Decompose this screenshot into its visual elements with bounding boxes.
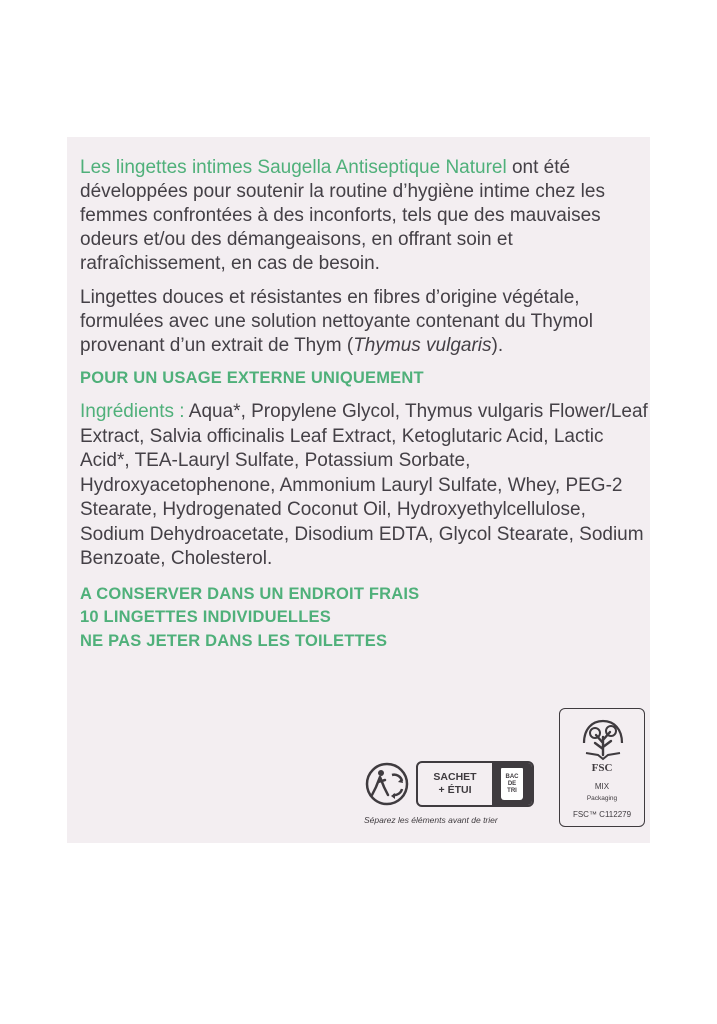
latin-name: Thymus vulgaris [353, 335, 492, 356]
description-text: Lingettes douces et résistantes en fibres d’origine végétale, formulées avec une solution nettoyante contenant du Thymol provenant d’un extrait de Thym ( [80, 287, 593, 356]
fsc-name: FSC [591, 762, 613, 774]
quantity-line: 10 LINGETTES INDIVIDUELLES [80, 608, 331, 626]
bin-text-2: DE [507, 780, 517, 787]
ingredients-list: Aqua*, Propylene Glycol, Thymus vulgaris Flower/Leaf Extract, Salvia officinalis Leaf Extract, Ketoglutaric Acid, Lactic Acid*, TEA-Lauryl Sulfate, Potassium Sorbate, Hydroxyacetophenone, Ammonium Lauryl Sulfate, Whey, PEG-2 Stearate, Hydrogenated Coconut Oil, Hydroxyethylcellulose, Sodium Dehydroacetate, Disodium EDTA, Glycol Stearate, Sodium Benzoate, Cholesterol. [80, 401, 648, 569]
description-paragraph [80, 286, 650, 358]
recycling-info [364, 757, 542, 825]
text-content [80, 156, 650, 653]
disposal-line: NE PAS JETER DANS LES TOILETTES [80, 631, 388, 650]
sort-label [418, 771, 492, 797]
intro-paragraph [80, 156, 650, 276]
fsc-tree-icon [578, 717, 628, 761]
fsc-code: FSC™ C112279 [572, 810, 632, 819]
fsc-label [559, 708, 645, 827]
description-end: ). [491, 335, 504, 356]
ingredients-label: Ingrédients : [80, 401, 185, 422]
sachet-text: SACHET [433, 771, 477, 783]
bin-text-1: BAC [505, 773, 519, 780]
ingredients-paragraph [80, 400, 650, 572]
sorting-bin-icon [492, 763, 532, 805]
bin-body [501, 768, 523, 800]
etui-text: + ÉTUI [438, 784, 472, 796]
recycling-caption: Séparez les éléments avant de trier [364, 815, 498, 825]
usage-warning: POUR UN USAGE EXTERNE UNIQUEMENT [80, 369, 424, 387]
bin-text-3: TRI [507, 787, 517, 794]
storage-line: A CONSERVER DANS UN ENDROIT FRAIS [80, 584, 420, 603]
sort-label-box [416, 761, 534, 807]
fsc-packaging: Packaging [586, 795, 618, 802]
intro-text: ont été développées pour soutenir la routine d’hygiène intime chez les femmes confrontées à des inconforts, tels que des mauvaises odeurs et/ou des démangeaisons, en offrant soin et rafraîchissement, en cas de besoin. [80, 157, 605, 274]
brand-name: Les lingettes intimes Saugella Antiseptique Naturel [80, 157, 507, 178]
fsc-mix: MIX [594, 782, 610, 791]
storage-notes [80, 583, 650, 654]
triman-icon [364, 761, 410, 807]
